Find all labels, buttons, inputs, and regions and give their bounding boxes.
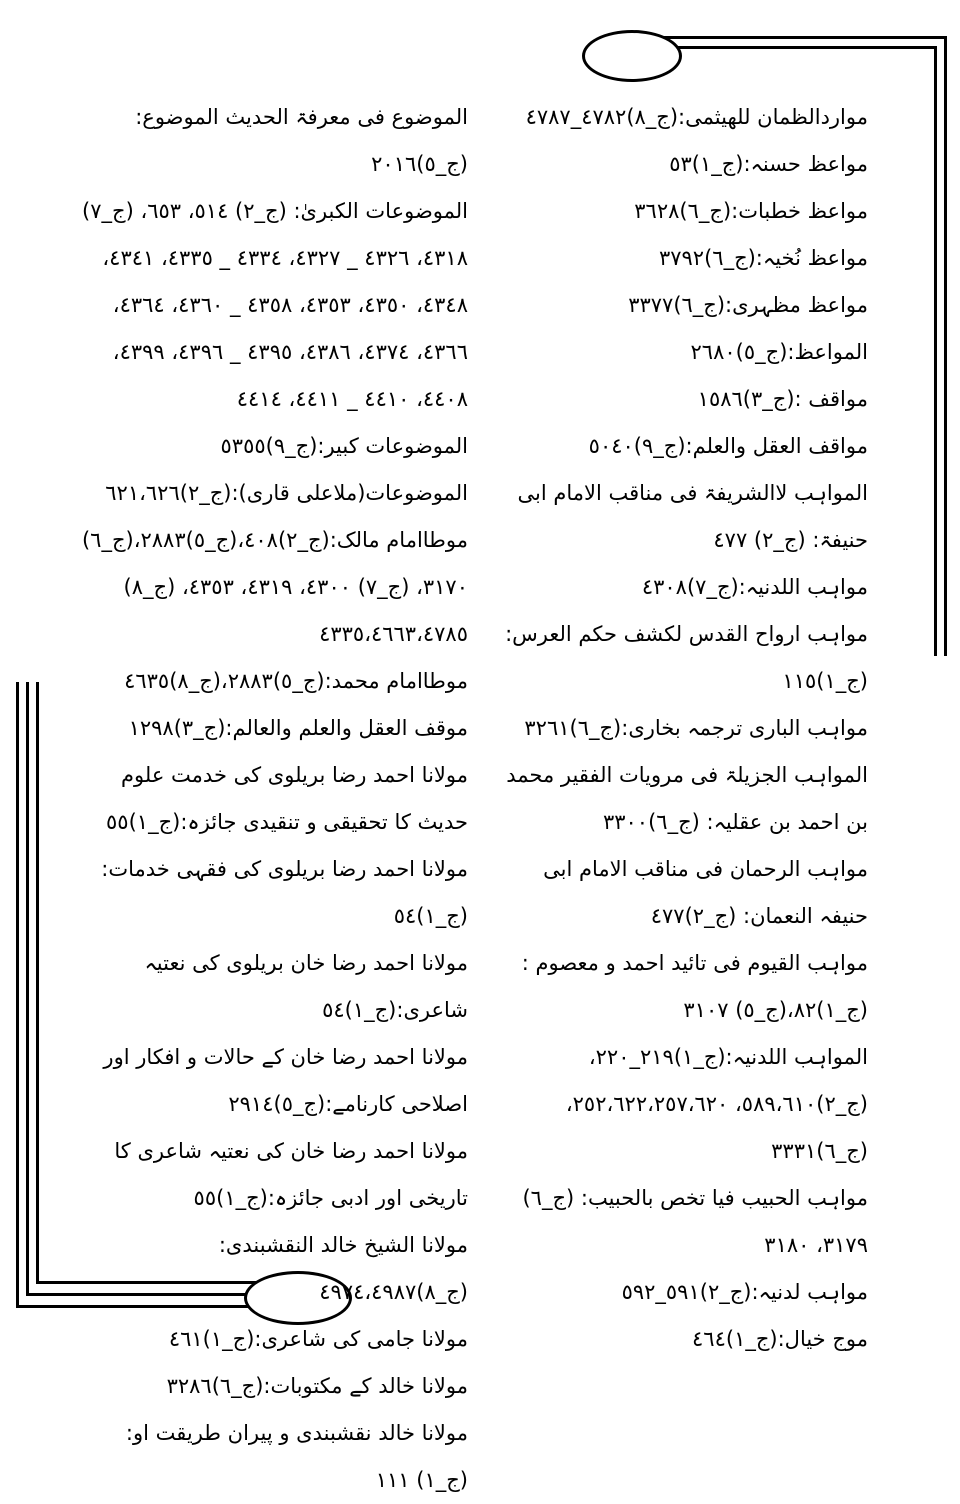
frame-left-line-outer [16,682,19,1308]
index-entry: المواہب اللدنیہ:(ج_١)٢١٩_٢٢٠،(ج_٢)٥٨٩،٦١٠، ٢٥٢،٦٢٢،٢٥٧،٦٢٠،(ج_٦)٣٣٣١ [565,1045,868,1163]
index-entry: موطاامام مالک:(ج_٢)٤٠٨،(ج_٥)٢٨٨٣،(ج_٦) ٣١٧٠، (ج_٧) ٤٣٠٠، ٤٣١٩، ٤٣٥٣، (ج_٨) ٤٣٣٥،٤٦٦٣،٤٧٨٥ [81,528,468,646]
frame-right-line-outer [944,36,947,656]
index-column-left [76,94,468,1504]
index-entry: مولانا احمد رضا بریلوی کی خدمت علوم حدیث کا تحقیقی و تنقیدی جائزہ:(ج_١)٥٥ [106,763,468,834]
index-entry: مواعظ مظہری:(ج_٦)٣٣٧٧ [628,293,868,317]
index-entry: مواہب ارواح القدس لکشف حکم العرس:(ج_١)١١٥ [505,622,868,693]
index-entry: الموضوع فی معرفۃ الحدیث الموضوع:(ج_٥)٢٠١٦ [135,105,468,176]
index-entry: موج خیال:(ج_١)٤٦٤ [692,1327,868,1351]
index-entry: مولانا الشیخ خالد النقشبندی:(ج_٨)٤٩٧٤،٤٩٨٧ [218,1233,468,1304]
frame-right-line-inner [934,46,937,656]
index-entry: مواعظ نُخیہ:(ج_٦)٣٧٩٢ [658,246,868,270]
frame-top-oval [582,30,682,82]
frame-left-line-mid [26,682,29,1296]
index-entry: المواعظ:(ج_٥)٢٦٨٠ [690,340,868,364]
index-entry: مواعظ حسنہ:(ج_١)٥٣ [669,152,868,176]
index-entry: الموضوعات(ملاعلی قاری):(ج_٢)٦٢١،٦٢٦ [105,481,468,505]
index-entry: مواہب اللدنیہ:(ج_٧)٤٣٠٨ [641,575,868,599]
index-entry: مولانا جامی کی شاعری:(ج_١)٤٦١ [168,1327,468,1351]
index-entry: موقف العقل والعلم والعالم:(ج_٣)١٢٩٨ [128,716,468,740]
index-entry: مواہب لدنیہ:(ج_٢)٥٩١_٥٩٢ [621,1280,868,1304]
index-entry: مواردالظمان للهيثمی:(ج_٨)٤٧٨٢_٤٧٨٧ [525,105,868,129]
index-entry: مواعظ خطبات:(ج_٦)٣٦٢٨ [634,199,868,223]
index-entry: مولانا احمد رضا خان کی نعتیہ شاعری کا تاریخی اور ادبی جائزہ:(ج_١)٥٥ [114,1139,468,1210]
index-entry: مواقف :(ج_٣)١٥٨٦ [697,387,868,411]
index-entry: مولانا احمد رضا خان بریلوی کی نعتیہ شاعری:(ج_١)٥٤ [144,951,468,1022]
index-entry: الموضوعات کبیر:(ج_٩)٥٣٥٥ [220,434,468,458]
index-entry: مواہب الرحمان فی مناقب الامام ابی حنیفہ النعمان: (ج_٢)٤٧٧ [543,857,868,928]
index-entry: المواہب لاالشریفۃ فی مناقب الامام ابی حنیفۃ: (ج_٢) ٤٧٧ [517,481,868,552]
index-entry: مولانا خالد نقشبندی و پیران طریقت او: (ج_١) ١١١ [125,1421,468,1492]
index-entry: مولانا احمد رضا بریلوی کی فقہی خدمات:(ج_١)٥٤ [101,857,468,928]
index-entry: مولانا احمد رضا خان کے حالات و افکار اور اصلاحی کارنامے:(ج_٥)٢٩١٤ [103,1045,468,1116]
index-entry: مواقف العقل والعلم:(ج_٩)٥٠٤٠ [588,434,868,458]
index-entry: مولانا خالد کے مکتوبات:(ج_٦)٣٢٨٦ [166,1374,468,1398]
index-entry: مواہب الحبیب فیا تخص بالحبیب: (ج_٦) ٣١٧٩، ٣١٨٠ [522,1186,868,1257]
frame-top-line [650,36,946,39]
frame-left-line-inner [36,682,39,1284]
index-column-right [488,94,868,1363]
index-entry: مواہب الباری ترجمہ بخاری:(ج_٦)٣٢٦١ [524,716,868,740]
index-entry: موطاامام محمد:(ج_٥)٢٨٨٣،(ج_٨)٤٦٣٥ [124,669,468,693]
index-entry: مواہب القیوم فی تائید احمد و معصوم :(ج_١)٨٢،(ج_٥) ٣١٠٧ [521,951,868,1022]
index-entry: المواہب الجزیلۃ فی مرویات الفقیر محمد بن احمد بن عقلیہ: (ج_٦)٣٣٠٠ [506,763,868,834]
frame-top-line-inner [650,46,936,49]
index-entry: الموضوعات الکبریٰ: (ج_٢) ٥١٤، ٦٥٣، (ج_٧) ٤٣١٨، ٤٣٢٦ _ ٤٣٢٧، ٤٣٣٤ _ ٤٣٣٥، ٤٣٤١، ٤٣٤٨، ٤٣٥٠، ٤٣٥٣، ٤٣٥٨ _ ٤٣٦٠، ٤٣٦٤، ٤٣٦٦، ٤٣٧٤، ٤٣٨٦، ٤٣٩٥ _ ٤٣٩٦، ٤٣٩٩، ٤٤٠٨، ٤٤١٠ _ ٤٤١١، ٤٤١٤ [82,199,468,411]
